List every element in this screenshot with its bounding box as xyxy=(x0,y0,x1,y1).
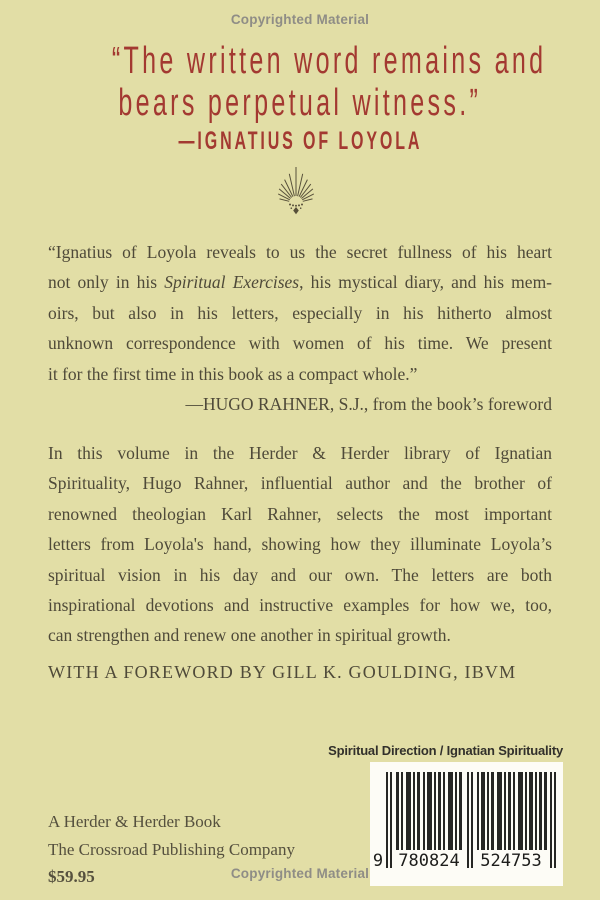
headline-quote-line2: bears perpetual witness.” xyxy=(118,82,482,124)
description-line: In this volume in the Herder & Herder library of Ignatian xyxy=(48,443,552,463)
quote-line: oirs, but also in his letters, especially in his hitherto almost xyxy=(48,302,552,323)
barcode-digits-right: 524753 xyxy=(480,851,542,871)
ean13-barcode-icon xyxy=(370,762,563,886)
description-line: can strengthen and renew one another in spiritual growth. xyxy=(48,625,451,646)
book-title-italic: Spiritual Exercises xyxy=(164,272,300,293)
quote-attribution: —HUGO RAHNER, S.J., from the book’s foreword xyxy=(185,394,552,415)
description-line: Spirituality, Hugo Rahner, influential author and the brother of xyxy=(48,473,552,494)
description-line: renowned theologian Karl Rahner, selects the most important xyxy=(48,503,552,524)
ray-burst-ornament-icon xyxy=(264,163,328,217)
quote-line: not only in his Spiritual Exercises, his mystical diary, and his mem- xyxy=(48,272,553,293)
barcode-panel xyxy=(370,762,563,886)
quote-line: it for the first time in this book as a compact whole.” xyxy=(48,363,418,384)
publisher-company: The Crossroad Publishing Company xyxy=(48,839,295,859)
description-line: inspirational devotions and instructive examples for how we, too, xyxy=(48,595,552,616)
barcode-digits-left: 780824 xyxy=(398,851,460,871)
quote-line: “Ignatius of Loyola reveals to us the secret fullness of his heart xyxy=(48,242,552,262)
copyright-watermark-top: Copyrighted Material xyxy=(230,12,370,27)
quote-line: unknown correspondence with women of his time. We present xyxy=(48,333,552,354)
description-line: letters from Loyola's hand, showing how they illuminate Loyola’s xyxy=(48,534,552,555)
foreword-credit-line: WITH A FOREWORD BY GILL K. GOULDING, IBVM xyxy=(48,662,517,682)
description-line: spiritual vision in his day and our own. The letters are both xyxy=(48,564,552,585)
description-paragraph xyxy=(48,438,552,651)
publisher-imprint: A Herder & Herder Book xyxy=(48,812,221,831)
headline-quote-line1: “The written word remains and xyxy=(111,40,547,82)
category-label: Spiritual Direction / Ignatian Spirituality xyxy=(328,743,563,758)
foreword-quote-paragraph xyxy=(48,237,552,419)
barcode-digit-lead: 9 xyxy=(372,851,384,871)
price: $59.95 xyxy=(48,867,95,886)
copyright-watermark-bottom: Copyrighted Material xyxy=(230,866,370,881)
headline-attribution: —IGNATIUS OF LOYOLA xyxy=(178,127,422,155)
